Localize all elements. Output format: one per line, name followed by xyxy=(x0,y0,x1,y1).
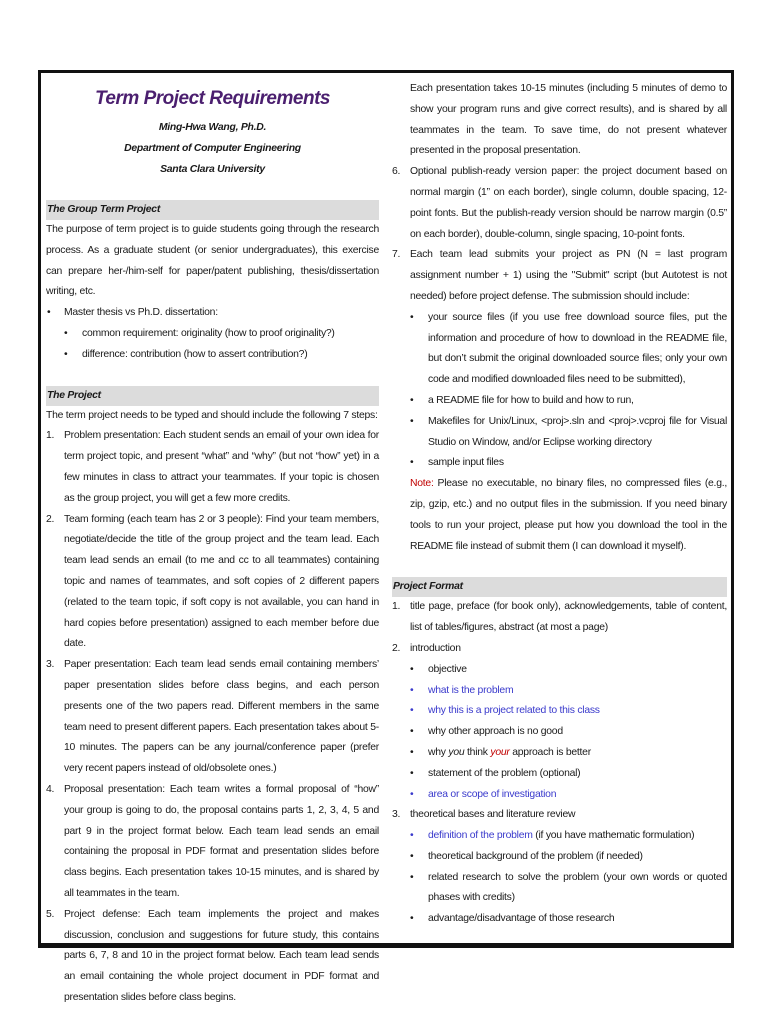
step5-continuation: Each presentation takes 10-15 minutes (including 5 minutes of demo to show your program runs and give correct results), and is shared by all teammates in the team. To save time, do not present whatever presented in the proposal presentation. xyxy=(410,83,727,157)
step-number: 7. xyxy=(392,249,401,261)
step-text: Team forming (each team has 2 or 3 people): Find your team members, negotiate/decide the title of the group project and the team lead. Each team lead sends an email (to me and cc to all teammates) containing topic and names of teammates, and soft copies of 2 different papers (related to the team topic, if soft copy is not available, you can hand in hard copies before presentation) assigned to each member before due date. xyxy=(64,513,379,650)
format-number: 2. xyxy=(392,642,401,654)
section-heading-project-format: Project Format xyxy=(392,577,727,597)
list-item: • advantage/disadvantage of those research xyxy=(392,909,727,930)
format-number: 3. xyxy=(392,809,401,821)
right-column xyxy=(392,73,727,930)
text-part: approach is better xyxy=(509,746,591,758)
format-text: title page, preface (for book only), acknowledgements, table of content, list of tables/figures, abstract (at most a page) xyxy=(410,601,727,634)
project-steps-list xyxy=(46,426,379,1008)
step-item xyxy=(46,510,379,656)
list-item xyxy=(392,826,727,847)
step-item xyxy=(46,780,379,905)
list-item: • your source files (if you use free download source files, put the information and procedure of how to download in the README file, but don’t submit the original downloaded source files; only your own code and modified downloaded files need to be submitted), xyxy=(392,308,727,391)
document-title: Term Project Requirements xyxy=(95,88,330,109)
link-definition-of-problem[interactable]: definition of the problem xyxy=(428,830,533,842)
section-heading-group-project: The Group Term Project xyxy=(46,200,379,220)
step-text: Each team lead submits your project as PN (N = last program assignment number + 1) using the "Submit" script (but Autotest is not needed) before project defense. The submission should include: xyxy=(410,249,727,302)
list-item: • common requirement: originality (how to proof originality?) xyxy=(46,324,379,345)
step-item xyxy=(392,162,727,245)
step-text: Optional publish-ready version paper: the project document based on normal margin (1” on each border), single column, double spacing, 12-point fonts. But the publish-ready version should be narrow margin (0.5” on each border), double-column, single spacing, 10-point fonts. xyxy=(410,166,727,240)
format-text: introduction xyxy=(410,642,461,654)
section-heading-project: The Project xyxy=(46,386,379,406)
left-column xyxy=(46,73,379,1009)
format-text: theoretical bases and literature review xyxy=(410,809,576,821)
list-item: • why other approach is no good xyxy=(392,722,727,743)
step-text: Paper presentation: Each team lead sends email containing members’ paper presentation slides before class begins, and each person presents one of the two papers read. Different members in the same team need to present different papers. Each presentation takes about 5-10 minutes. The papers can be any journal/conference paper (prefer very recent papers instead of old/obsolete ones.) xyxy=(64,659,379,775)
step-item xyxy=(46,655,379,780)
page-frame xyxy=(38,70,734,1003)
theory-list xyxy=(392,826,727,930)
group-project-paragraph: The purpose of term project is to guide students going through the research process. As a graduate student (or senior undergraduates), this exercise can prepare her-/him-self for paper/patent publishing, thesis/dissertation writing, etc. xyxy=(46,224,379,298)
note-text: Please no executable, no binary files, no compressed files (e.g., zip, gzip, etc.) and no output files in the submission. If you need binary tools to run your project, please put how you download the tool in the README file instead of submit them (I can download it myself). xyxy=(410,478,727,552)
step-number: 2. xyxy=(46,513,55,525)
step-number: 3. xyxy=(46,659,55,671)
format-number: 1. xyxy=(392,601,401,613)
step-number: 6. xyxy=(392,166,401,178)
format-item xyxy=(392,805,727,826)
submission-list xyxy=(392,308,727,474)
list-item: • sample input files xyxy=(392,453,727,474)
author-university: Santa Clara University xyxy=(160,164,265,175)
list-item: • related research to solve the problem (your own words or quoted phases with credits) xyxy=(392,868,727,910)
list-item-link[interactable] xyxy=(392,681,727,702)
note-label: Note: xyxy=(410,478,434,490)
introduction-list xyxy=(392,660,727,806)
link-why-related[interactable]: why this is a project related to this class xyxy=(428,705,600,717)
link-what-is-the-problem[interactable]: what is the problem xyxy=(428,684,514,696)
list-item: • theoretical background of the problem (if needed) xyxy=(392,847,727,868)
submission-note xyxy=(392,474,727,557)
list-item-link[interactable] xyxy=(392,701,727,722)
step-text: Problem presentation: Each student sends an email of your own idea for term project topic, and present “what” and “why” (but not “how” yet) in a few minutes in class to attract your teammates. If your topic is chosen as the group project, you will get a few more credits. xyxy=(64,430,379,504)
step-text: Project defense: Each team implements the project and makes discussion, conclusion and suggestions for future study, this contains parts 6, 7, 8 and 10 in the project format below. Each team lead sends an email containing the whole project document in PDF format and presentation slides before class begins. xyxy=(64,908,379,1003)
step-text: Proposal presentation: Each team writes a formal proposal of “how” your group is going to do, the proposal contains parts 1, 2, 3, 4, 5 and part 9 in the project format below. Each team lead sends an email containing the proposal in PDF format and presentation slides before class begins. Each presentation takes 10-15 minutes, and is shared by all teammates in the team. xyxy=(64,783,379,899)
step-number: 5. xyxy=(46,908,55,920)
step-item xyxy=(392,245,727,307)
text-part: (if you have mathematic formulation) xyxy=(532,830,695,842)
list-item: • Master thesis vs Ph.D. dissertation: xyxy=(46,303,379,324)
author-department: Department of Computer Engineering xyxy=(124,143,301,154)
step-number: 4. xyxy=(46,783,55,795)
group-project-list xyxy=(46,303,379,365)
author-name: Ming-Hwa Wang, Ph.D. xyxy=(158,122,267,133)
list-item-link[interactable] xyxy=(392,785,727,806)
list-item xyxy=(392,743,727,764)
list-item: • objective xyxy=(392,660,727,681)
text-part: think xyxy=(464,746,491,758)
link-area-or-scope[interactable]: area or scope of investigation xyxy=(428,788,557,800)
list-item: • difference: contribution (how to assert contribution?) xyxy=(46,345,379,366)
text-part: why xyxy=(428,746,449,758)
text-emphasis-red: your xyxy=(490,746,510,758)
project-intro: The term project needs to be typed and should include the following 7 steps: xyxy=(46,409,378,421)
step-number: 1. xyxy=(46,430,55,442)
format-item xyxy=(392,639,727,660)
step-item xyxy=(46,426,379,509)
list-item: • statement of the problem (optional) xyxy=(392,764,727,785)
text-emphasis: you xyxy=(448,746,465,758)
list-item: • Makefiles for Unix/Linux, <proj>.sln and <proj>.vcproj file for Visual Studio on Window, and/or Eclipse working directory xyxy=(392,412,727,454)
step-item xyxy=(46,905,379,1009)
format-item xyxy=(392,597,727,639)
list-item: • a README file for how to build and how to run, xyxy=(392,391,727,412)
